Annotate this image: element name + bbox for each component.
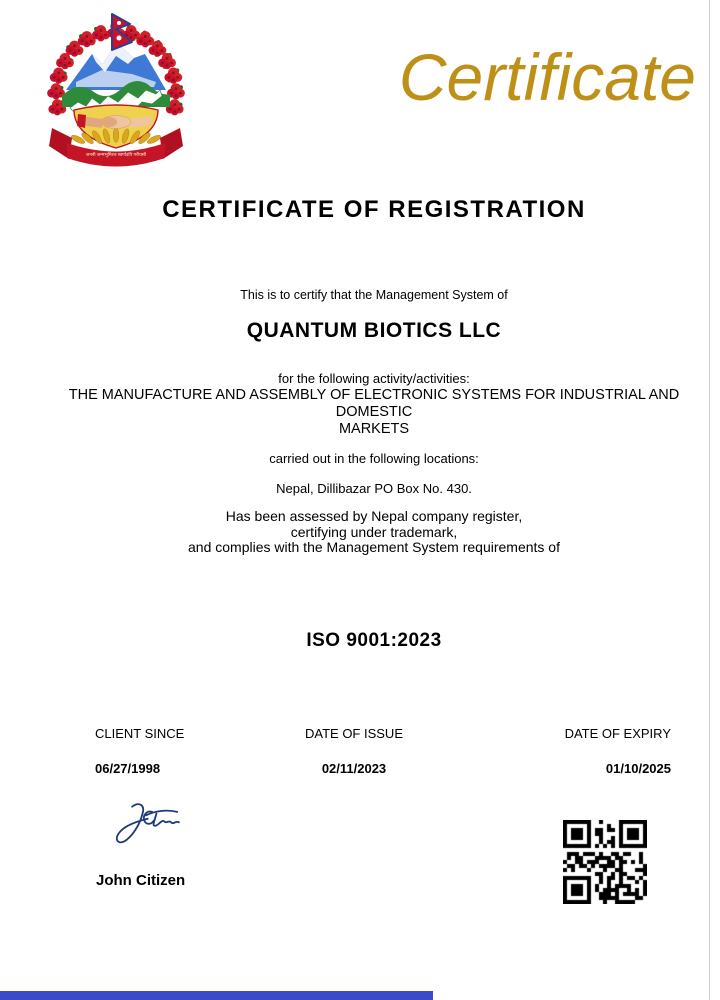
page-title: CERTIFICATE OF REGISTRATION [162, 196, 586, 223]
locations-label: carried out in the following locations: [269, 451, 479, 466]
red-cuff [77, 114, 86, 128]
activity-line: MARKETS [338, 421, 410, 437]
iso-standard: ISO 9001:2023 [306, 630, 442, 651]
signatory-name: John Citizen [96, 872, 186, 889]
flag-sun [117, 36, 122, 41]
nepal-emblem [42, 12, 190, 170]
client-since-column [95, 726, 184, 776]
client-since-label: CLIENT SINCE [95, 726, 185, 741]
company-name: QUANTUM BIOTICS LLC [246, 319, 502, 342]
certificate-watermark-title: Certificate [398, 40, 696, 114]
date-of-issue-label: DATE OF ISSUE [305, 726, 403, 741]
page-edge-line [709, 0, 710, 1000]
assessment-line: Has been assessed by Nepal company register, [225, 508, 523, 524]
date-of-issue-value: 02/11/2023 [321, 761, 387, 776]
assessment-line: certifying under trademark, [290, 523, 458, 540]
flag-moon [117, 21, 121, 25]
motto-text: जननी जन्मभूमिश्च स्वर्गादपि गरीयसी [85, 152, 147, 157]
date-of-expiry-label: DATE OF EXPIRY [564, 726, 671, 741]
date-of-issue-column [264, 726, 444, 776]
date-of-expiry-column [565, 726, 671, 776]
intro-line: This is to certify that the Management System of [240, 288, 508, 302]
date-of-expiry-value: 01/10/2025 [605, 761, 671, 776]
qr-code [563, 820, 647, 904]
signature-handwriting [100, 798, 192, 850]
activity-label: for the following activity/activities: [278, 371, 470, 386]
assessment-line: and complies with the Management System requirements of [188, 539, 560, 555]
footer-accent-bar [0, 991, 433, 1000]
activity-line: THE MANUFACTURE AND ASSEMBLY OF ELECTRONIC SYSTEMS FOR INDUSTRIAL AND [68, 387, 680, 403]
activity-line: DOMESTIC [335, 404, 413, 420]
client-since-value: 06/27/1998 [95, 761, 161, 776]
hand-fingers [101, 117, 117, 127]
location-line: Nepal, Dillibazar PO Box No. 430. [276, 481, 472, 496]
activity-block [40, 370, 708, 438]
assessment-block [40, 509, 708, 556]
